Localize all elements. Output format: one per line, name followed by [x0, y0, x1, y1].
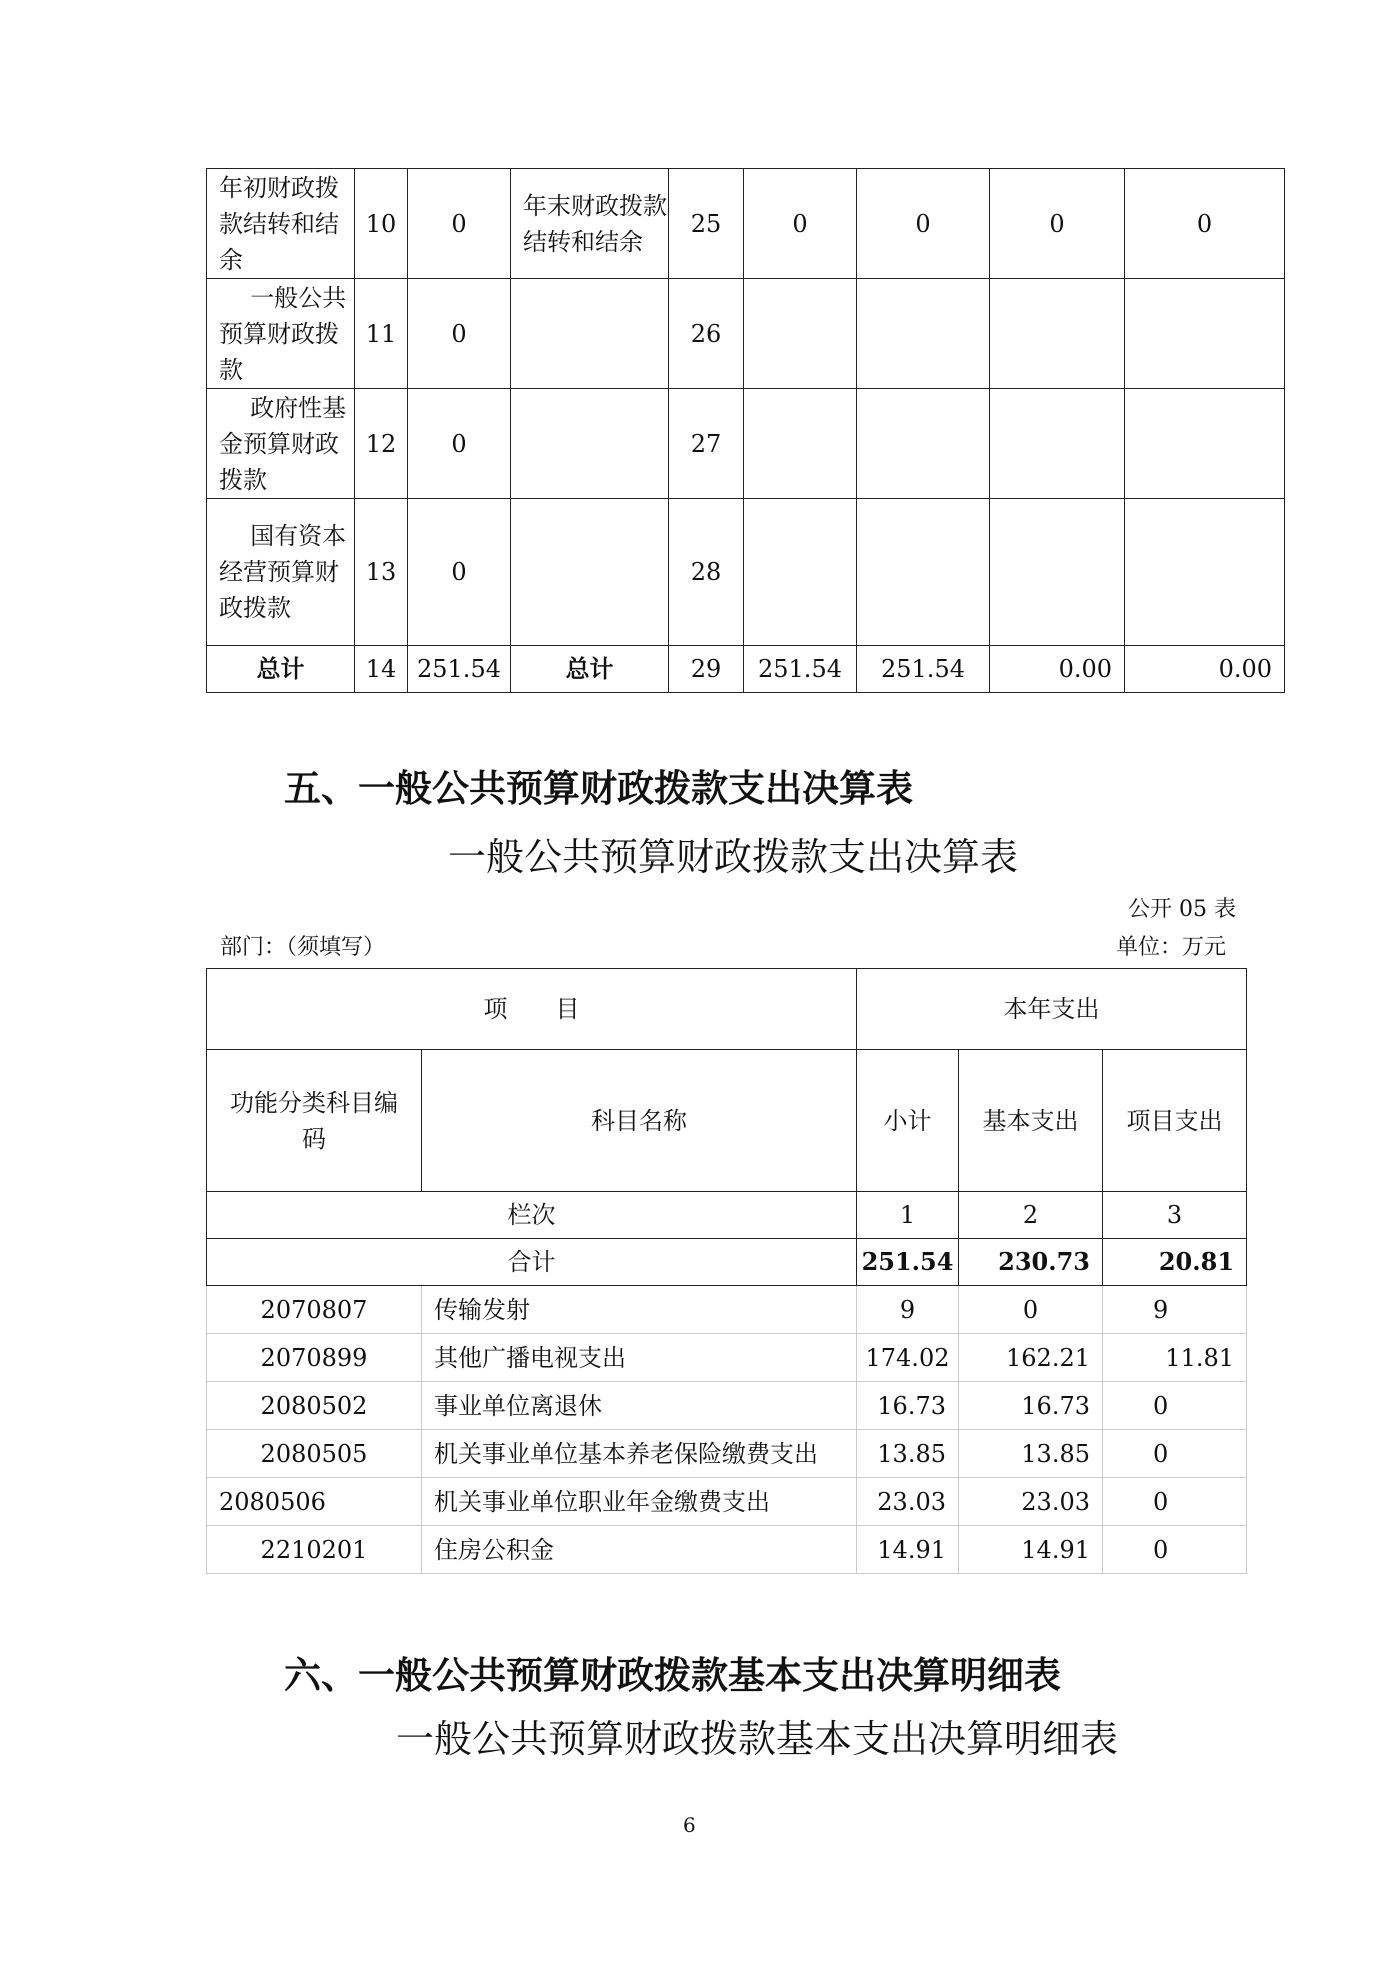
- table-row: [207, 1334, 1247, 1382]
- form-number: 公开 05 表: [1128, 897, 1236, 922]
- column-number-row: [207, 1192, 1247, 1239]
- row-label: 政府性基金预算财政拨款: [207, 389, 355, 499]
- row-label: 年初财政拨款结转和结余: [207, 169, 355, 279]
- table-row: [207, 1430, 1247, 1478]
- row-project: 0: [1103, 1430, 1247, 1478]
- header-project: 项目支出: [1103, 1050, 1247, 1192]
- table-row: [207, 169, 1285, 279]
- amount: 0: [408, 169, 511, 279]
- row-code: 2070899: [207, 1334, 422, 1382]
- line-no-2: 26: [669, 279, 744, 389]
- row-project: 9: [1103, 1286, 1247, 1334]
- row-label-2: [511, 499, 669, 646]
- header-subtotal: 小计: [857, 1050, 959, 1192]
- total-value: 0.00: [990, 646, 1125, 693]
- total-label-2: 总计: [511, 646, 669, 693]
- sum-label: 合计: [207, 1239, 857, 1286]
- row-subtotal: 9: [857, 1286, 959, 1334]
- expenditure-table: [206, 968, 1247, 1574]
- section6-heading: 六、一般公共预算财政拨款基本支出决算明细表: [284, 1654, 1061, 1697]
- row-name: 事业单位离退休: [422, 1382, 857, 1430]
- value: [990, 389, 1125, 499]
- line-no: 12: [355, 389, 408, 499]
- value: [1125, 499, 1285, 646]
- table-row: [207, 1286, 1247, 1334]
- row-basic: 16.73: [959, 1382, 1103, 1430]
- table-row: [207, 279, 1285, 389]
- row-label-2: 年末财政拨款结转和结余: [511, 169, 669, 279]
- section6-subtitle: 一般公共预算财政拨款基本支出决算明细表: [396, 1717, 1119, 1761]
- line-no: 10: [355, 169, 408, 279]
- row-subtotal: 14.91: [857, 1526, 959, 1574]
- col-number: 1: [857, 1192, 959, 1239]
- row-basic: 23.03: [959, 1478, 1103, 1526]
- row-project: 0: [1103, 1382, 1247, 1430]
- total-value: 251.54: [857, 646, 990, 693]
- value: 0: [857, 169, 990, 279]
- row-basic: 0: [959, 1286, 1103, 1334]
- unit-label: 单位：万元: [1116, 935, 1227, 960]
- value: [744, 499, 857, 646]
- total-value: 251.54: [744, 646, 857, 693]
- header-row: [207, 1050, 1247, 1192]
- row-project: 11.81: [1103, 1334, 1247, 1382]
- row-code: 2080505: [207, 1430, 422, 1478]
- row-subtotal: 174.02: [857, 1334, 959, 1382]
- header-row: [207, 969, 1247, 1050]
- row-name: 住房公积金: [422, 1526, 857, 1574]
- table-row: [207, 499, 1285, 646]
- total-row: [207, 646, 1285, 693]
- col-label: 栏次: [207, 1192, 857, 1239]
- amount: 0: [408, 389, 511, 499]
- row-code: 2080502: [207, 1382, 422, 1430]
- total-label: 总计: [207, 646, 355, 693]
- value: [990, 279, 1125, 389]
- table-row: [207, 389, 1285, 499]
- row-subtotal: 16.73: [857, 1382, 959, 1430]
- row-label: 一般公共预算财政拨款: [207, 279, 355, 389]
- value: 0: [1125, 169, 1285, 279]
- amount: 0: [408, 499, 511, 646]
- table-row: [207, 1478, 1247, 1526]
- row-basic: 162.21: [959, 1334, 1103, 1382]
- header-spend: 本年支出: [857, 969, 1247, 1050]
- value: [1125, 389, 1285, 499]
- value: [744, 389, 857, 499]
- value: 0: [744, 169, 857, 279]
- row-subtotal: 23.03: [857, 1478, 959, 1526]
- line-no-2: 25: [669, 169, 744, 279]
- section5-heading: 五、一般公共预算财政拨款支出决算表: [284, 767, 913, 810]
- sum-basic: 230.73: [959, 1239, 1103, 1286]
- row-code: 2080506: [207, 1478, 422, 1526]
- value: 0: [990, 169, 1125, 279]
- header-item: 项 目: [207, 969, 857, 1050]
- line-no-2: 27: [669, 389, 744, 499]
- header-name: 科目名称: [422, 1050, 857, 1192]
- row-name: 机关事业单位基本养老保险缴费支出: [422, 1430, 857, 1478]
- value: [857, 499, 990, 646]
- row-subtotal: 13.85: [857, 1430, 959, 1478]
- row-code: 2070807: [207, 1286, 422, 1334]
- row-project: 0: [1103, 1478, 1247, 1526]
- sum-project: 20.81: [1103, 1239, 1247, 1286]
- header-basic: 基本支出: [959, 1050, 1103, 1192]
- table-row: [207, 1382, 1247, 1430]
- sum-row: [207, 1239, 1247, 1286]
- line-no: 14: [355, 646, 408, 693]
- line-no-2: 28: [669, 499, 744, 646]
- line-no-2: 29: [669, 646, 744, 693]
- value: [857, 279, 990, 389]
- col-number: 2: [959, 1192, 1103, 1239]
- value: [1125, 279, 1285, 389]
- col-number: 3: [1103, 1192, 1247, 1239]
- row-name: 其他广播电视支出: [422, 1334, 857, 1382]
- row-code: 2210201: [207, 1526, 422, 1574]
- row-name: 传输发射: [422, 1286, 857, 1334]
- row-label: 国有资本经营预算财政拨款: [207, 499, 355, 646]
- department-label: 部门：（须填写）: [220, 935, 386, 960]
- section5-subtitle: 一般公共预算财政拨款支出决算表: [448, 835, 1019, 879]
- row-basic: 14.91: [959, 1526, 1103, 1574]
- sum-subtotal: 251.54: [857, 1239, 959, 1286]
- total-amount: 251.54: [408, 646, 511, 693]
- income-expense-table: [206, 168, 1285, 693]
- line-no: 11: [355, 279, 408, 389]
- row-label-2: [511, 389, 669, 499]
- table-row: [207, 1526, 1247, 1574]
- value: [744, 279, 857, 389]
- line-no: 13: [355, 499, 408, 646]
- page-number: 6: [683, 1813, 696, 1837]
- row-basic: 13.85: [959, 1430, 1103, 1478]
- header-code: 功能分类科目编码: [207, 1050, 422, 1192]
- amount: 0: [408, 279, 511, 389]
- total-value: 0.00: [1125, 646, 1285, 693]
- value: [990, 499, 1125, 646]
- value: [857, 389, 990, 499]
- row-label-2: [511, 279, 669, 389]
- row-project: 0: [1103, 1526, 1247, 1574]
- row-name: 机关事业单位职业年金缴费支出: [422, 1478, 857, 1526]
